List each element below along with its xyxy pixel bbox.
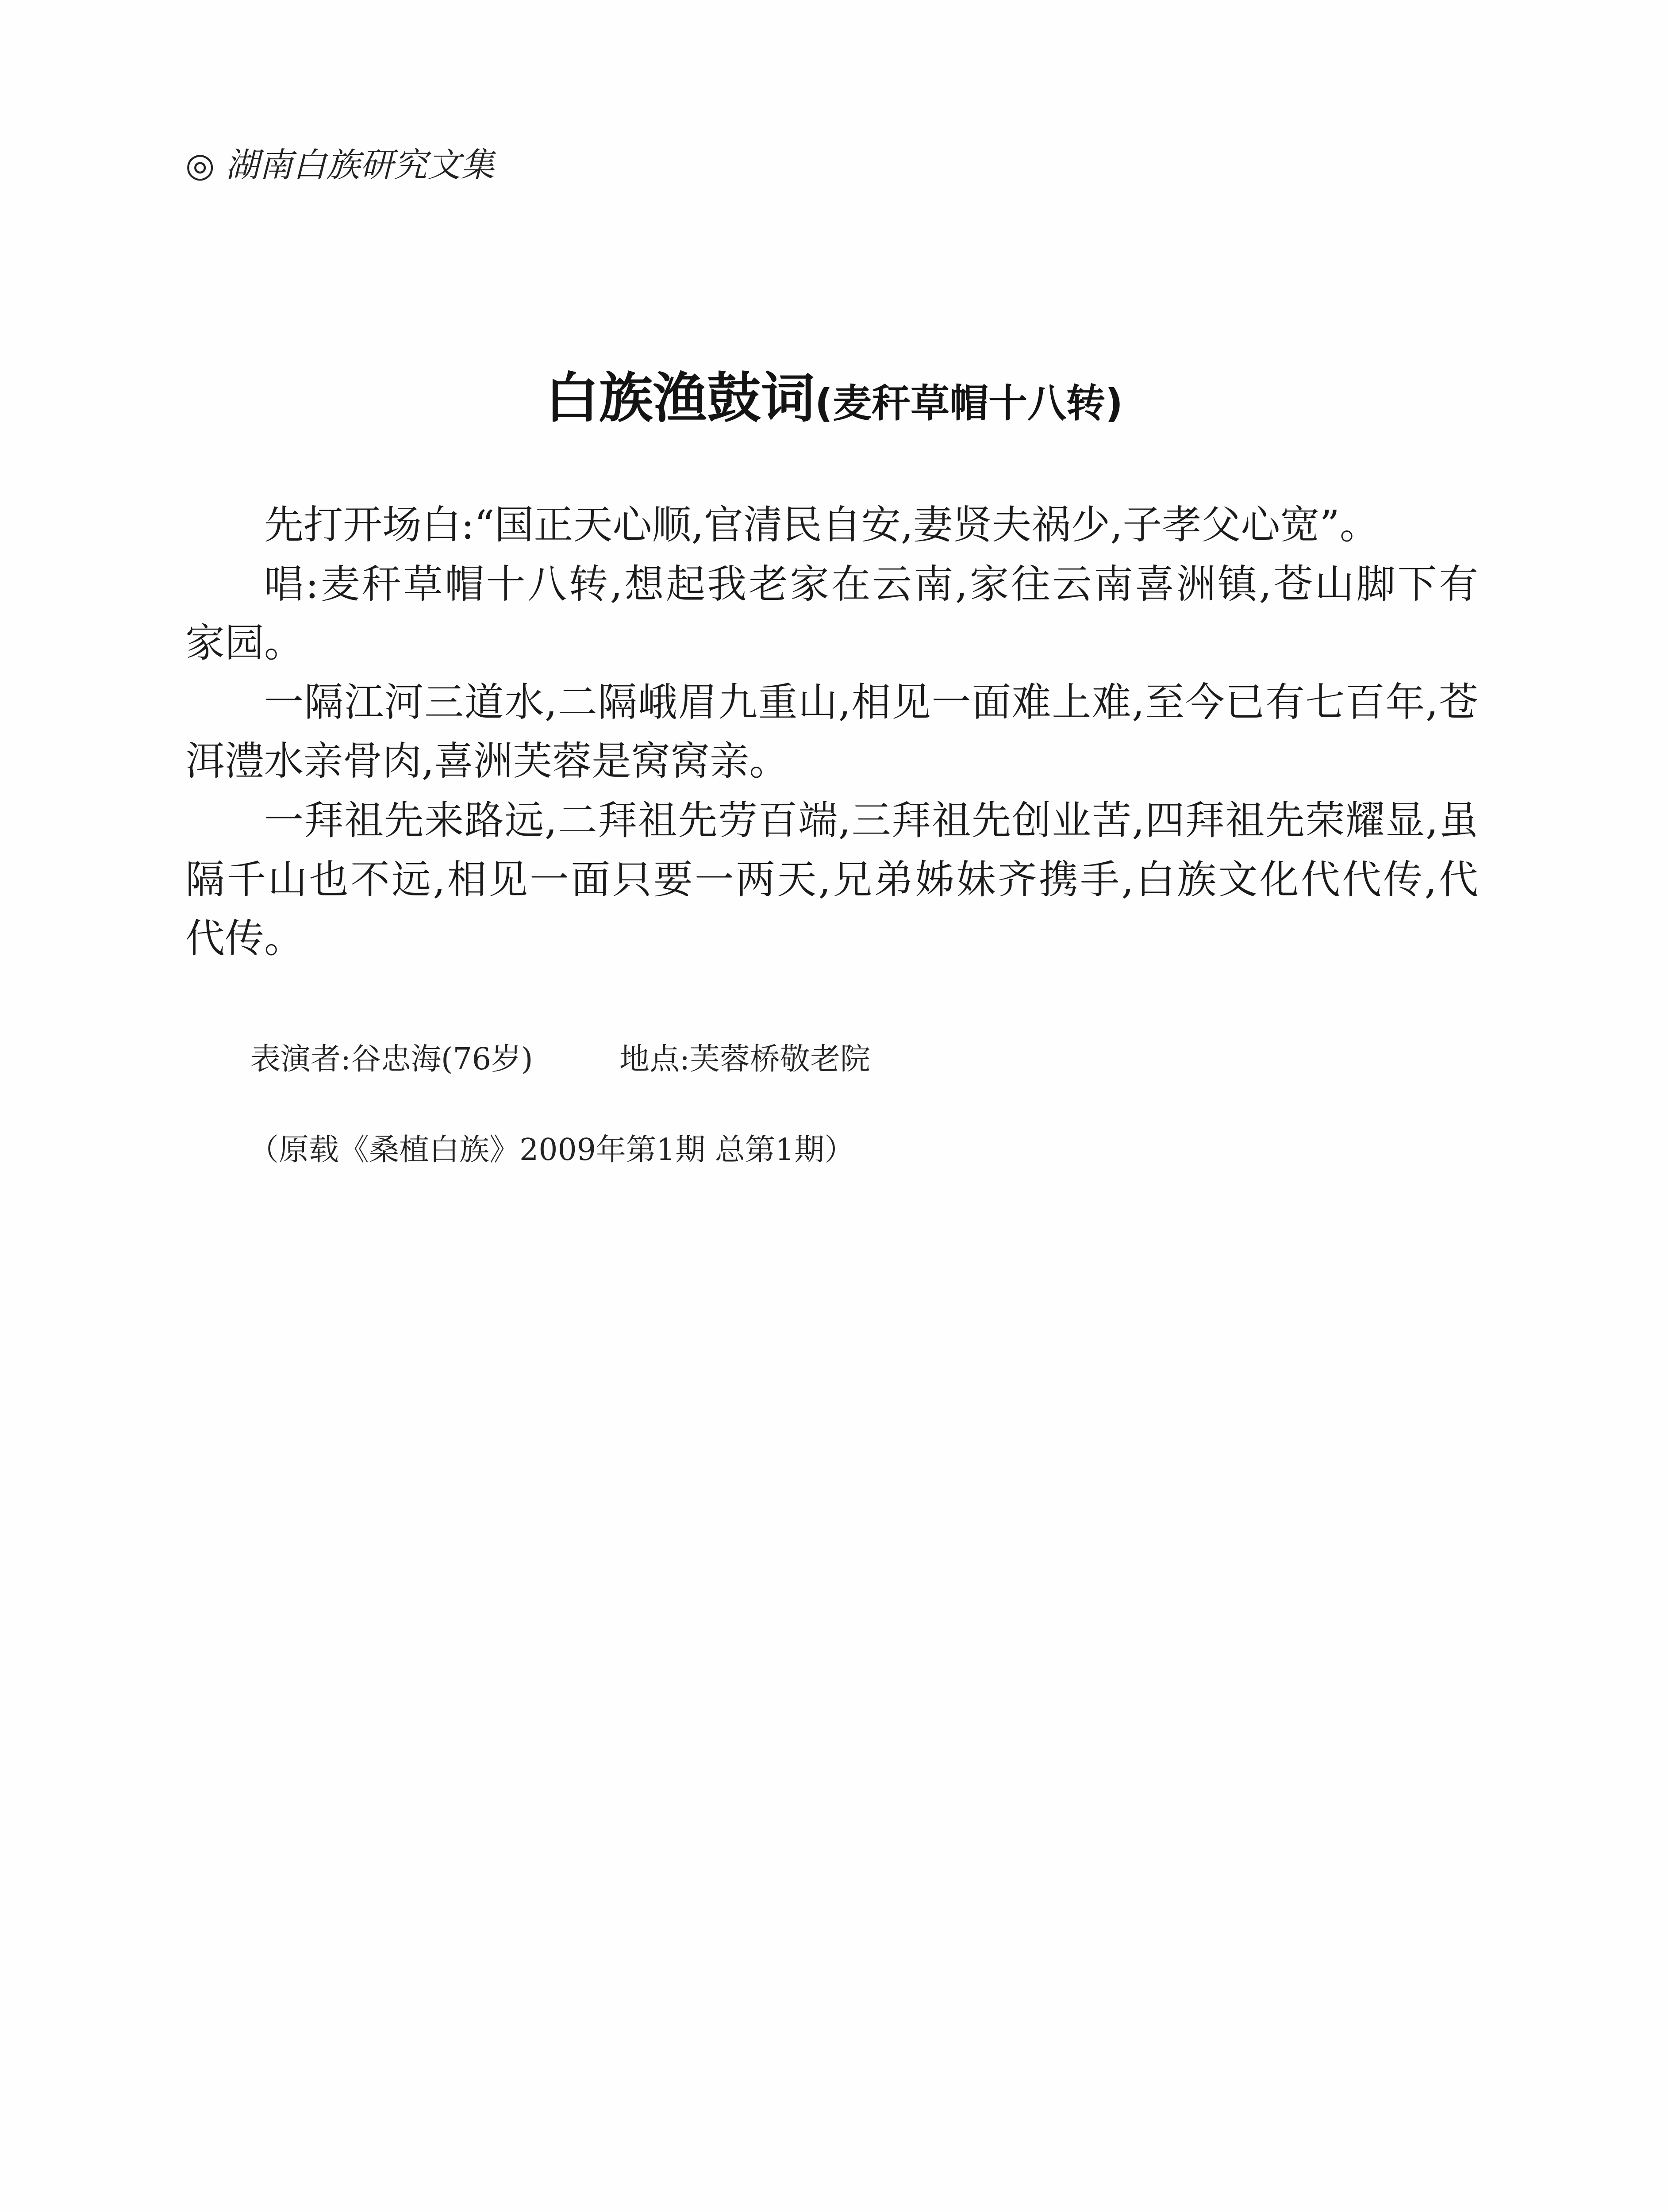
title-subtitle: (麦秆草帽十八转) bbox=[815, 380, 1123, 426]
performance-location: 地点:芙蓉桥敬老院 bbox=[619, 1042, 870, 1077]
text-line: 先打开场白:“国正天心顺,官清民自安,妻贤夫祸少,子孝父心宽”。 bbox=[264, 502, 1379, 548]
body-text bbox=[185, 495, 1478, 968]
title-main: 白族渔鼓词 bbox=[545, 367, 815, 430]
text-line: 隔千山也不远,相见一面只要一两天,兄弟姊妹齐携手,白族文化代代传,代 bbox=[185, 856, 1480, 902]
page-title bbox=[0, 364, 1668, 446]
running-header: ◎ 湖南白族研究文集 bbox=[185, 145, 495, 184]
text-line: 一拜祖先来路远,二拜祖先劳百端,三拜祖先创业苦,四拜祖先荣耀显,虽 bbox=[264, 797, 1479, 843]
paragraph-song-intro bbox=[185, 555, 1478, 673]
text-line: 洱澧水亲骨肉,喜洲芙蓉是窝窝亲。 bbox=[185, 738, 789, 784]
paragraph-separation bbox=[185, 673, 1478, 791]
text-line: 一隔江河三道水,二隔峨眉九重山,相见一面难上难,至今已有七百年,苍 bbox=[264, 679, 1479, 725]
source-note: （原载《桑植白族》2009年第1期 总第1期） bbox=[249, 1133, 855, 1167]
text-line: 唱:麦秆草帽十八转,想起我老家在云南,家往云南喜洲镇,苍山脚下有 bbox=[264, 561, 1480, 607]
text-line: 代传。 bbox=[185, 915, 304, 962]
performer-credit: 表演者:谷忠海(76岁) bbox=[250, 1042, 533, 1077]
paragraph-ancestors bbox=[185, 791, 1478, 968]
text-line: 家园。 bbox=[185, 620, 304, 666]
paragraph-opening bbox=[185, 495, 1478, 555]
